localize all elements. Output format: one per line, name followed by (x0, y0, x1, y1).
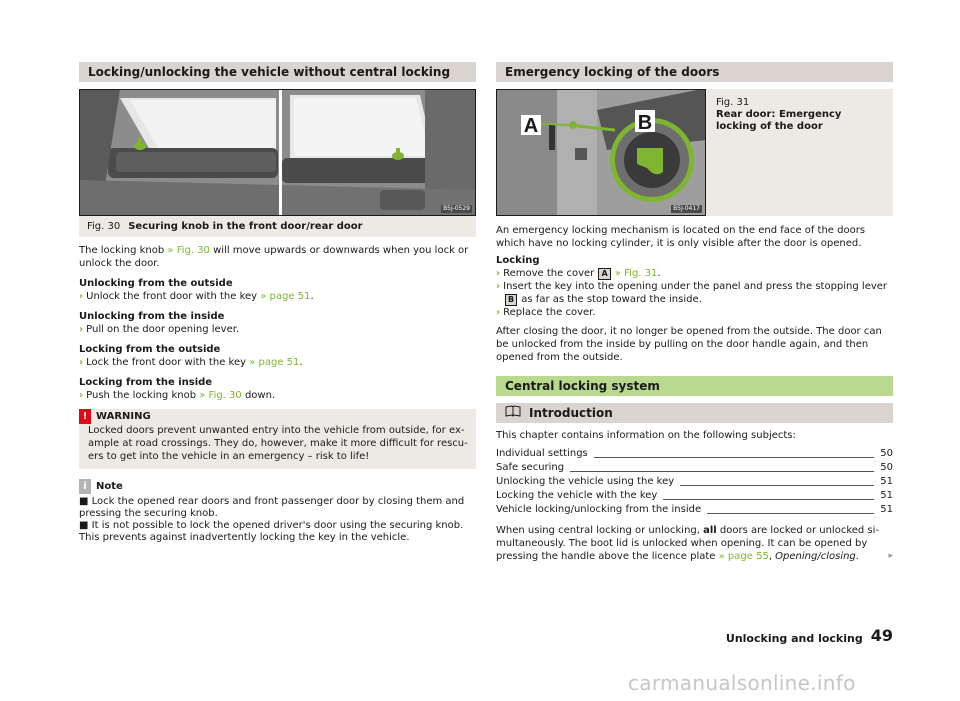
toc-item[interactable]: Unlocking the vehicle using the key 51 (496, 476, 893, 487)
subheading: Locking (496, 255, 540, 266)
toc-item[interactable]: Safe securing 50 (496, 462, 893, 473)
figure-code: B5J-0417 (673, 205, 700, 212)
key-a-badge: A (598, 268, 610, 280)
note-header (79, 479, 476, 494)
note-bullet: ■ It is not possible to lock the opened driver's door using the securing knob. This prevents against inadvertently locking the key in the vehicle. (79, 520, 464, 543)
paragraph: After closing the door, it no longer be opened from the outside. The door can be unlocked from the inside by pulling on the door handle again, and then opened from the outside. (496, 326, 882, 363)
figure-caption (79, 216, 476, 237)
note-bullet: ■ Lock the opened rear doors and front passenger door by closing them and pressing the securing knob. (79, 496, 465, 519)
emergency-lock-illustration (497, 90, 706, 216)
figure-31-caption (706, 89, 893, 216)
left-column (79, 62, 476, 544)
subheading: Locking from the outside (79, 344, 221, 355)
section-heading: Locking/unlocking the vehicle without central locking (79, 62, 476, 82)
subheading: Unlocking from the outside (79, 278, 233, 289)
continue-arrow-icon: ▸ (888, 551, 893, 561)
page-link[interactable]: » page 55 (718, 551, 769, 562)
label-b: B (637, 112, 653, 134)
page-footer (716, 626, 893, 645)
step: › Remove the cover A » Fig. 31. (496, 268, 661, 279)
central-locking-heading: Central locking system (496, 376, 893, 396)
figure-number: Fig. 30 (87, 221, 121, 232)
step: › Replace the cover. (496, 307, 596, 318)
warning-box (79, 409, 476, 469)
page-link[interactable]: » page 51 (260, 291, 311, 302)
toc-list (496, 447, 893, 517)
subheading: Unlocking from the inside (79, 311, 225, 322)
warning-icon: ! (79, 409, 91, 424)
label-a: A (523, 115, 539, 137)
section-heading: Emergency locking of the doors (496, 62, 893, 82)
book-icon (505, 403, 521, 423)
chapter-title: Unlocking and locking (725, 632, 863, 645)
subheading: Locking from the inside (79, 377, 213, 388)
note-label: Note (96, 481, 123, 492)
warning-text: Locked doors prevent unwanted entry into the vehicle from outside, for ex-ample at road crossings. They do, however, make it more difficult for rescu-ers to get into the vehicle in an emergency – risk to life! (88, 425, 468, 462)
step: › Unlock the front door with the key » page 51. (79, 291, 314, 302)
introduction-heading: Introduction (496, 403, 893, 423)
paragraph: When using central locking or unlocking, all doors are locked or unlocked si-multaneously. The boot lid is unlocked when opening. It can be opened by pressing the handle above the licence plate » page 55, Opening/closing. ▸ (496, 525, 893, 562)
toc-item[interactable]: Locking the vehicle with the key 51 (496, 490, 893, 501)
figure-31-row (496, 89, 893, 216)
right-column (496, 62, 893, 563)
step: › Pull on the door opening lever. (79, 324, 240, 335)
fig-link[interactable]: » Fig. 30 (167, 245, 210, 256)
watermark: carmanualsonline.info (628, 671, 856, 695)
figure-caption-text: Securing knob in the front door/rear door (128, 221, 363, 232)
fig-link[interactable]: » Fig. 30 (199, 390, 242, 401)
page-number: 49 (870, 626, 893, 645)
door-knob-illustration (80, 90, 476, 216)
step: › Lock the front door with the key » page 51. (79, 357, 303, 368)
chapter-intro: This chapter contains information on the following subjects: (496, 430, 796, 441)
info-icon: i (79, 479, 91, 494)
toc-item[interactable]: Vehicle locking/unlocking from the inside 51 (496, 504, 893, 515)
step: › Insert the key into the opening under the panel and press the stopping lever B as far as the stop toward the inside. (496, 281, 888, 305)
figure-31 (496, 89, 706, 216)
page-link[interactable]: » page 51 (249, 357, 300, 368)
figure-caption-text: Rear door: Emergency locking of the door (716, 109, 842, 132)
fig-link[interactable]: » Fig. 31 (614, 268, 658, 279)
intro-paragraph: The locking knob » Fig. 30 will move upwards or downwards when you lock or unlock the door. (79, 245, 469, 269)
step: › Push the locking knob » Fig. 30 down. (79, 390, 276, 401)
figure-30 (79, 89, 476, 216)
key-b-badge: B (505, 294, 517, 306)
figure-code: B5J-0529 (443, 205, 470, 212)
figure-number: Fig. 31 (716, 97, 750, 108)
paragraph: An emergency locking mechanism is located on the end face of the doors which have no locking cylinder, it is only visible after the door is opened. (496, 225, 866, 249)
warning-label: WARNING (96, 411, 151, 422)
toc-item[interactable]: Individual settings 50 (496, 448, 893, 459)
